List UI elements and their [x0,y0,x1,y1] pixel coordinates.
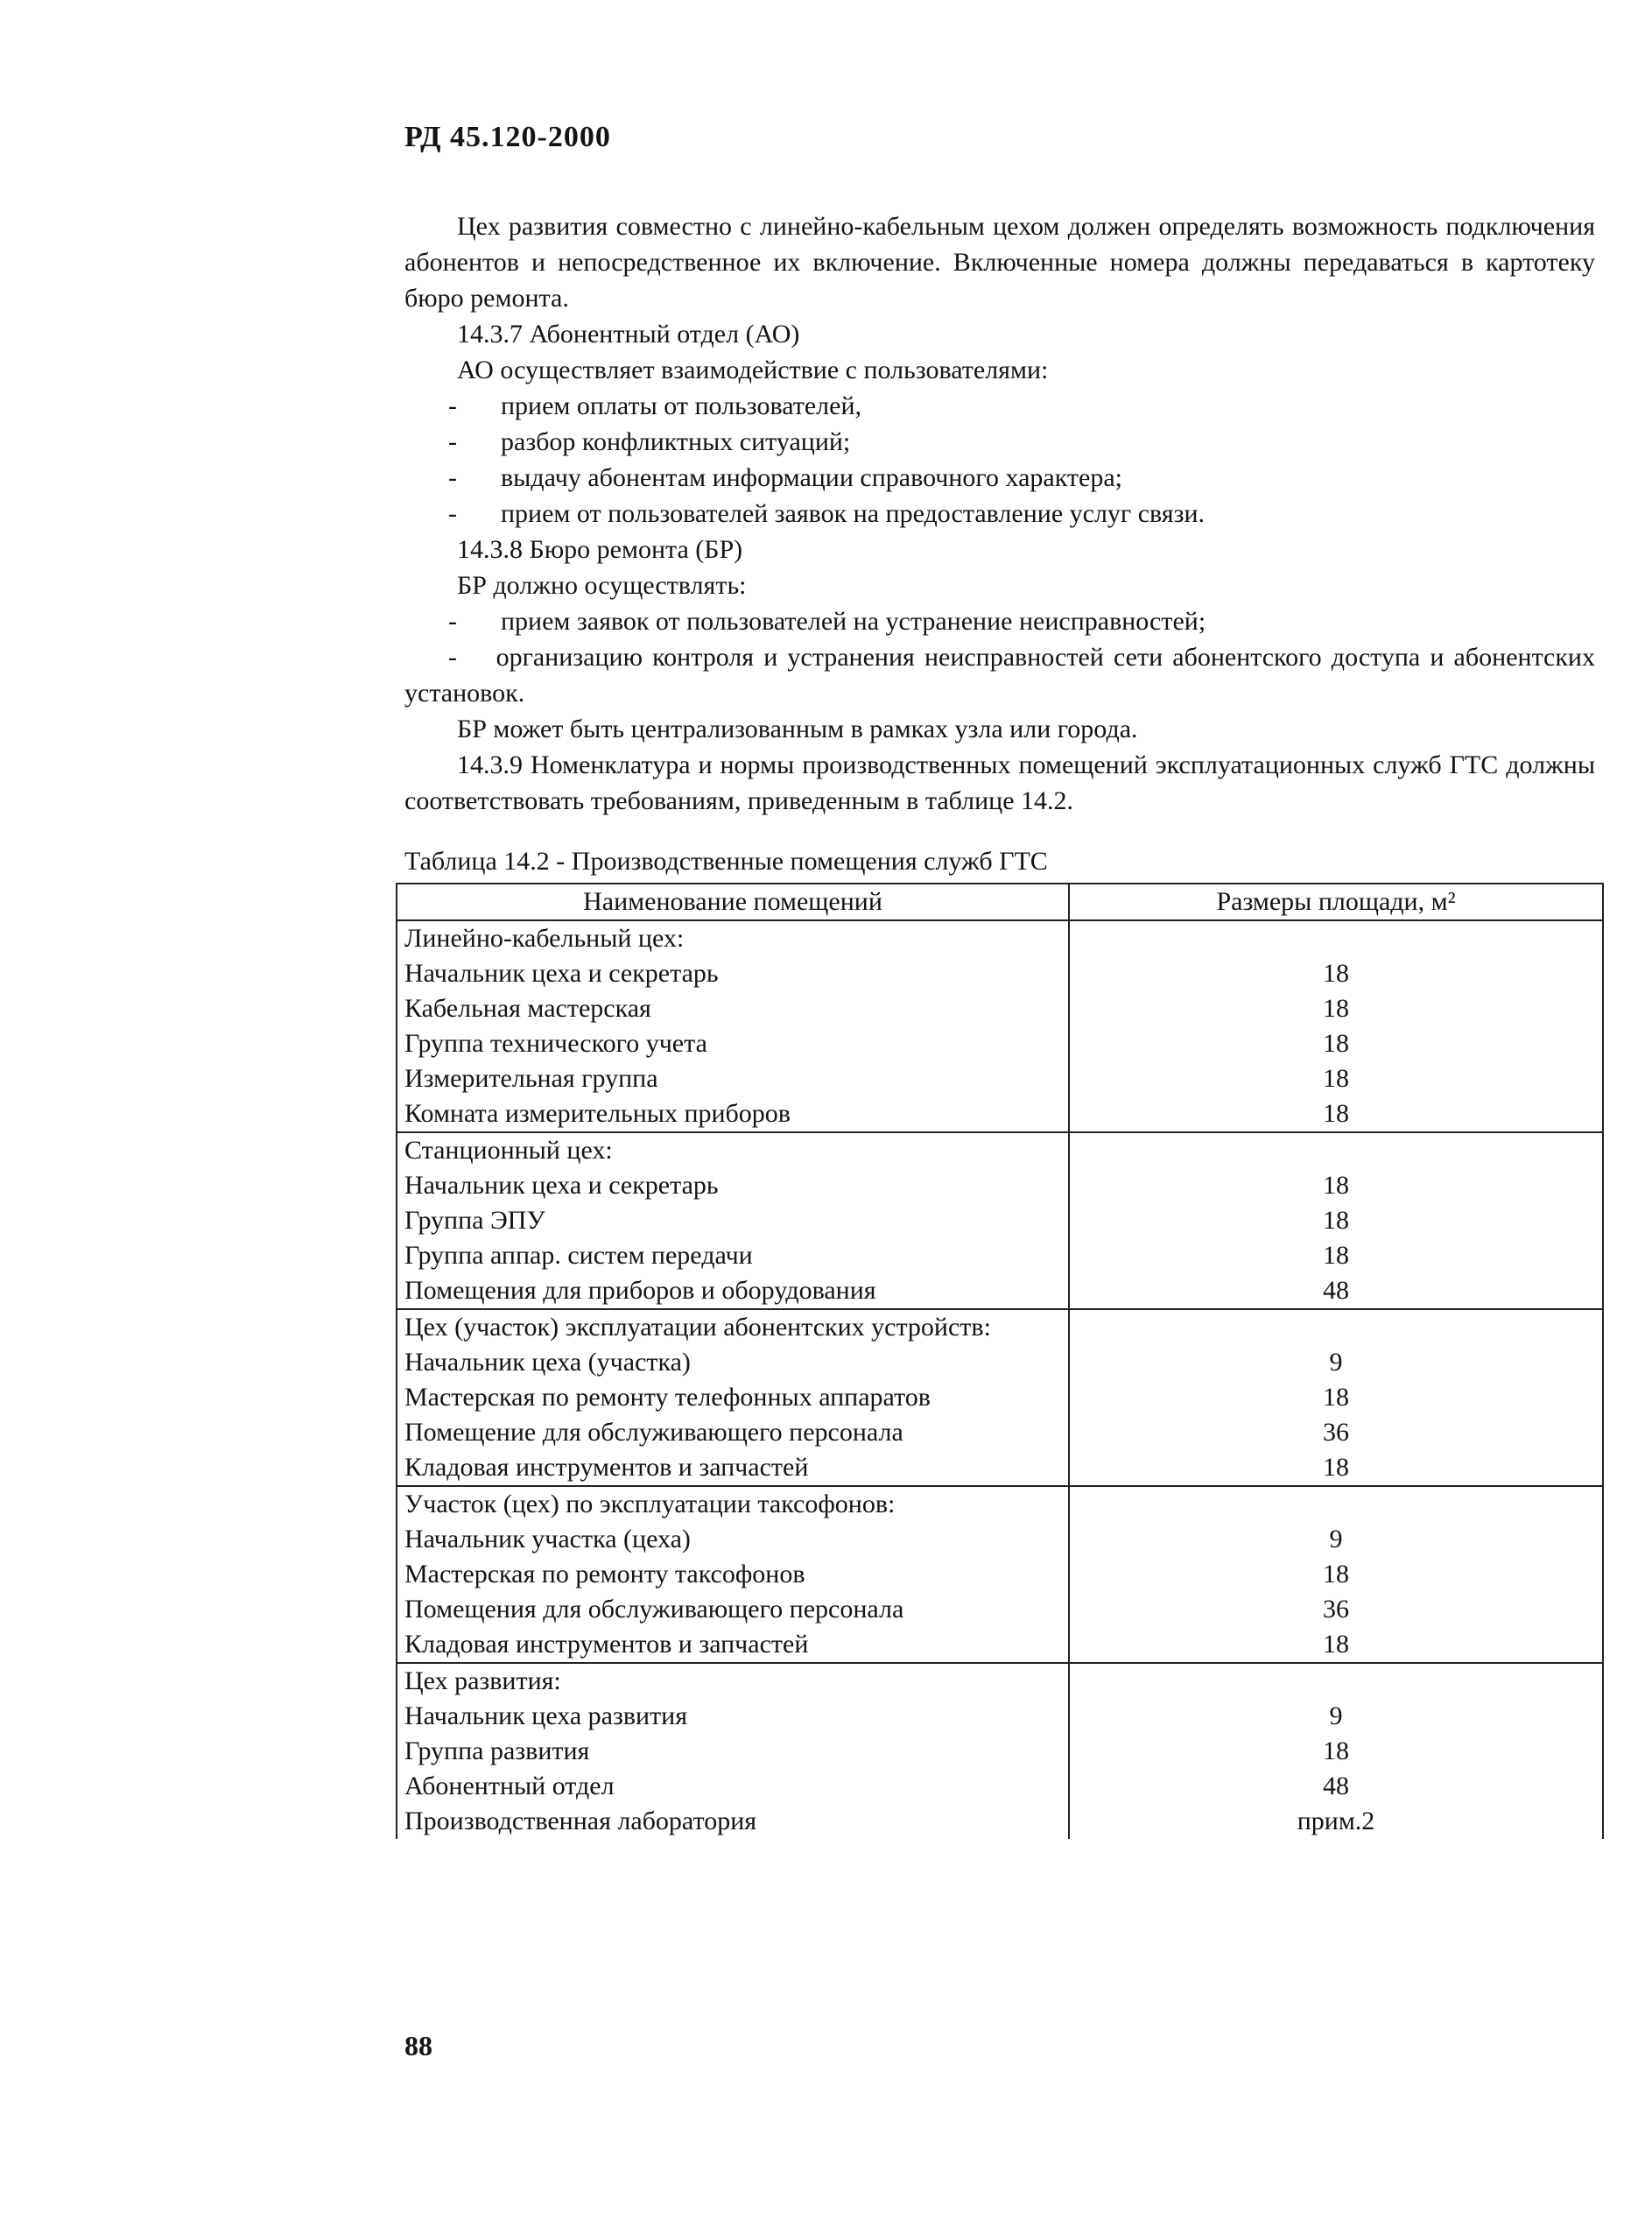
list-item-text: прием заявок от пользователей на устранение неисправностей; [501,607,1206,636]
table-row [397,1168,1603,1203]
list-item: - выдачу абонентам информации справочного характера; [404,460,1595,496]
room-name: Мастерская по ремонту таксофонов [397,1557,1069,1592]
list-item: - разбор конфликтных ситуаций; [404,424,1595,460]
rooms-table [396,883,1604,1839]
section-heading-14-3-8: 14.3.8 Бюро ремонта (БР) [457,535,743,564]
table-row [397,1592,1603,1627]
group-title: Участок (цех) по эксплуатации таксофонов: [397,1486,1069,1522]
table-row [397,1450,1603,1486]
room-name: Начальник цеха (участка) [397,1345,1069,1380]
group-title: Станционный цех: [397,1132,1069,1168]
br-centralized-note: БР может быть централизованным в рамках узла или города. [457,715,1138,743]
room-name: Начальник участка (цеха) [397,1522,1069,1557]
list-item-text: прием оплаты от пользователей, [501,391,862,420]
table-row [397,1804,1603,1839]
list-item-text: организацию контроля и устранения неисправностей сети абонентского доступа и абонентских установок. [404,643,1595,708]
table-group-row [397,1309,1603,1345]
room-area: 36 [1069,1592,1603,1627]
list-item: - прием заявок от пользователей на устранение неисправностей; [404,603,1595,639]
room-area: прим.2 [1069,1804,1603,1839]
room-area: 9 [1069,1345,1603,1380]
section-heading-14-3-9: 14.3.9 Номенклатура и нормы производственных помещений эксплуатационных служб ГТС должны соответствовать требованиям, приведенным в таблице 14.2. [404,750,1595,815]
table-row [397,1203,1603,1238]
list-item-text: разбор конфликтных ситуаций; [501,427,851,456]
room-area: 18 [1069,1734,1603,1769]
room-name: Группа ЭПУ [397,1203,1069,1238]
list-item-wrapped: - организацию контроля и устранения неисправностей сети абонентского доступа и абонентских установок. [404,643,1595,708]
table-row [397,1380,1603,1415]
table-row [397,1026,1603,1061]
document-code-header: РД 45.120-2000 [404,121,611,153]
room-name: Кладовая инструментов и запчастей [397,1627,1069,1663]
table-row [397,1273,1603,1309]
group-title: Линейно-кабельный цех: [397,920,1069,956]
table-row [397,1345,1603,1380]
table-row [397,1096,1603,1132]
room-name: Производственная лаборатория [397,1804,1069,1839]
room-area: 9 [1069,1522,1603,1557]
paragraph-development-shop: Цех развития совместно с линейно-кабельным цехом должен определять возможность подключения абонентов и непосредственное их включение. Включенные номера должны передаваться в картотеку бюро ремонта. [404,212,1595,313]
room-area: 18 [1069,1061,1603,1096]
room-area: 18 [1069,991,1603,1026]
room-area: 18 [1069,1380,1603,1415]
page-number: 88 [404,2030,432,2061]
table-row [397,1769,1603,1804]
section-heading-14-3-7: 14.3.7 Абонентный отдел (АО) [457,320,800,349]
table-group-row [397,1132,1603,1168]
column-header-area: Размеры площади, м² [1069,884,1603,920]
room-name: Помещение для обслуживающего персонала [397,1415,1069,1450]
table-group-row [397,1663,1603,1699]
rooms-table-body [397,920,1603,1839]
ao-intro: АО осуществляет взаимодействие с пользователями: [457,356,1049,384]
room-area: 48 [1069,1273,1603,1309]
room-name: Группа аппар. систем передачи [397,1238,1069,1273]
room-area: 18 [1069,1026,1603,1061]
room-name: Начальник цеха развития [397,1699,1069,1734]
room-name: Абонентный отдел [397,1769,1069,1804]
group-title-value [1069,1486,1603,1522]
list-item-text: выдачу абонентам информации справочного характера; [501,463,1122,492]
table-row [397,1061,1603,1096]
room-area: 18 [1069,1557,1603,1592]
room-name: Кабельная мастерская [397,991,1069,1026]
column-header-name: Наименование помещений [397,884,1069,920]
table-row [397,1627,1603,1663]
table-row [397,956,1603,991]
room-area: 18 [1069,956,1603,991]
table-row [397,1699,1603,1734]
room-area: 18 [1069,1238,1603,1273]
room-area: 18 [1069,1096,1603,1132]
group-title: Цех развития: [397,1663,1069,1699]
table-header-row [397,884,1603,920]
room-name: Начальник цеха и секретарь [397,956,1069,991]
list-item-text: прием от пользователей заявок на предоставление услуг связи. [501,499,1206,528]
room-area: 18 [1069,1168,1603,1203]
table-row [397,1238,1603,1273]
room-name: Помещения для приборов и оборудования [397,1273,1069,1309]
room-name: Группа развития [397,1734,1069,1769]
group-title-value [1069,1132,1603,1168]
group-title-value [1069,1309,1603,1345]
table-row [397,1557,1603,1592]
table-row [397,1734,1603,1769]
room-area: 36 [1069,1415,1603,1450]
room-name: Начальник цеха и секретарь [397,1168,1069,1203]
room-name: Комната измерительных приборов [397,1096,1069,1132]
table-group-row [397,1486,1603,1522]
room-area: 18 [1069,1627,1603,1663]
room-name: Кладовая инструментов и запчастей [397,1450,1069,1486]
table-row [397,1415,1603,1450]
br-intro: БР должно осуществлять: [457,571,747,600]
table-row [397,1522,1603,1557]
group-title-value [1069,1663,1603,1699]
table-caption: Таблица 14.2 - Производственные помещения служб ГТС [404,847,1048,876]
room-name: Измерительная группа [397,1061,1069,1096]
body-text [404,208,1595,819]
table-row [397,991,1603,1026]
room-area: 9 [1069,1699,1603,1734]
table-group-row [397,920,1603,956]
room-area: 48 [1069,1769,1603,1804]
group-title: Цех (участок) эксплуатации абонентских устройств: [397,1309,1069,1345]
room-name: Группа технического учета [397,1026,1069,1061]
room-area: 18 [1069,1450,1603,1486]
list-item: - прием оплаты от пользователей, [404,388,1595,424]
list-item: - прием от пользователей заявок на предоставление услуг связи. [404,496,1595,532]
room-area: 18 [1069,1203,1603,1238]
room-name: Мастерская по ремонту телефонных аппаратов [397,1380,1069,1415]
group-title-value [1069,920,1603,956]
room-name: Помещения для обслуживающего персонала [397,1592,1069,1627]
